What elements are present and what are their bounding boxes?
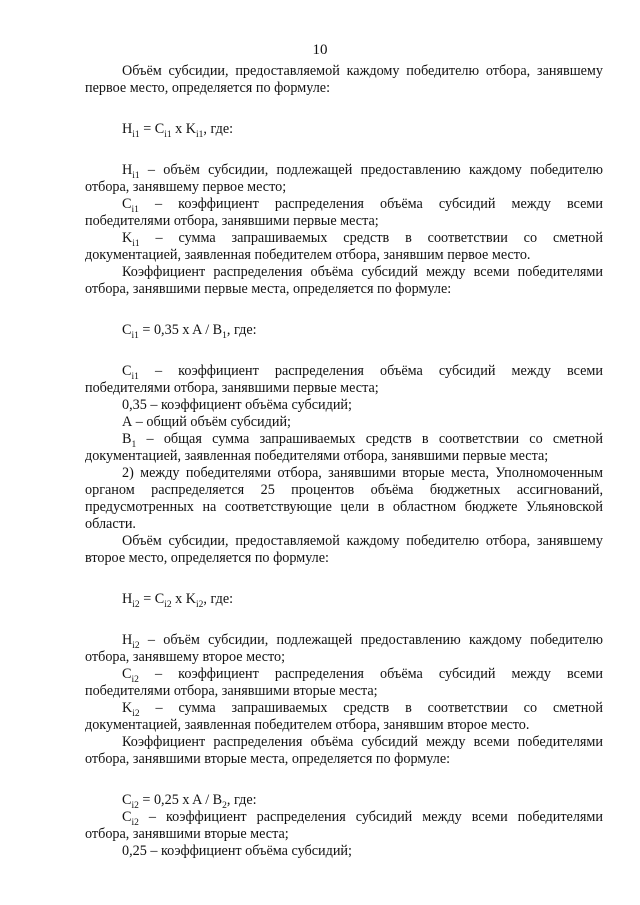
definition-coefficient-025: 0,25 – коэффициент объёма субсидий; [122, 843, 352, 859]
definition-c-i2: $C_{i2}$ – коэффициент распределения объёма субсидий между всеми победителями отбора, занявшими вторые места; [85, 666, 603, 699]
definition-b1: $B_1$ – общая сумма запрашиваемых средств в соответствии со сметной документацией, заявленная победителями отбора, занявшими первые места; [85, 431, 603, 464]
paragraph-coefficient-second-place: Коэффициент распределения объёма субсидий между всеми победителями отбора, занявшими вторые места, определяется по формуле: [85, 734, 603, 767]
paragraph-intro-first-place: Объём субсидии, предоставляемой каждому победителю отбора, занявшему первое место, определяется по формуле: [85, 63, 603, 96]
document-body [85, 63, 603, 860]
definition-total-volume: А – общий объём субсидий; [122, 414, 291, 430]
definition-k-i2: $K_{i2}$ – сумма запрашиваемых средств в соответствии со сметной документацией, заявленная победителем отбора, занявшим второе место. [85, 700, 603, 733]
formula-second-place-subsidy: $H_{i2} = C_{i2}$ x $K_{i2}$, где: [122, 591, 234, 610]
formula-second-place-coefficient: $C_{i2} = 0,25$ x A / $B_2$, где: [122, 792, 257, 811]
paragraph-coefficient-first-place: Коэффициент распределения объёма субсидий между всеми победителями отбора, занявшими первые места, определяется по формуле: [85, 264, 603, 297]
definition-c-i1-second: $C_{i1}$ – коэффициент распределения объёма субсидий между всеми победителями отбора, занявшими первые места; [85, 363, 603, 396]
paragraph-second-places-distribution: 2) между победителями отбора, занявшими вторые места, Уполномоченным органом распределяется 25 процентов объёма бюджетных ассигнований, предусмотренных на соответствующие цели в областном бюджете Ульяновской области. [85, 465, 603, 532]
definition-h-i1: $H_{i1}$ – объём субсидии, подлежащей предоставлению каждому победителю отбора, занявшему первое место; [85, 162, 603, 195]
definition-c-i1: $C_{i1}$ – коэффициент распределения объёма субсидий между всеми победителями отбора, занявшими первые места; [85, 196, 603, 229]
formula-first-place-subsidy: $H_{i1} = C_{i1}$ x $K_{i1}$, где: [122, 121, 234, 140]
page-number: 10 [312, 42, 328, 58]
definition-c-i2-second: $C_{i2}$ – коэффициент распределения субсидий между всеми победителями отбора, занявшими вторые места; [85, 809, 603, 842]
paragraph-intro-second-place: Объём субсидии, предоставляемой каждому победителю отбора, занявшему второе место, определяется по формуле: [85, 533, 603, 566]
definition-h-i2: $H_{i2}$ – объём субсидии, подлежащей предоставлению каждому победителю отбора, занявшему второе место; [85, 632, 603, 665]
definition-coefficient-035: 0,35 – коэффициент объёма субсидий; [122, 397, 352, 413]
formula-first-place-coefficient: $C_{i1} = 0,35$ x A / $B_1$, где: [122, 322, 257, 341]
definition-k-i1: $K_{i1}$ – сумма запрашиваемых средств в соответствии со сметной документацией, заявленная победителем отбора, занявшим первое место. [85, 230, 603, 263]
